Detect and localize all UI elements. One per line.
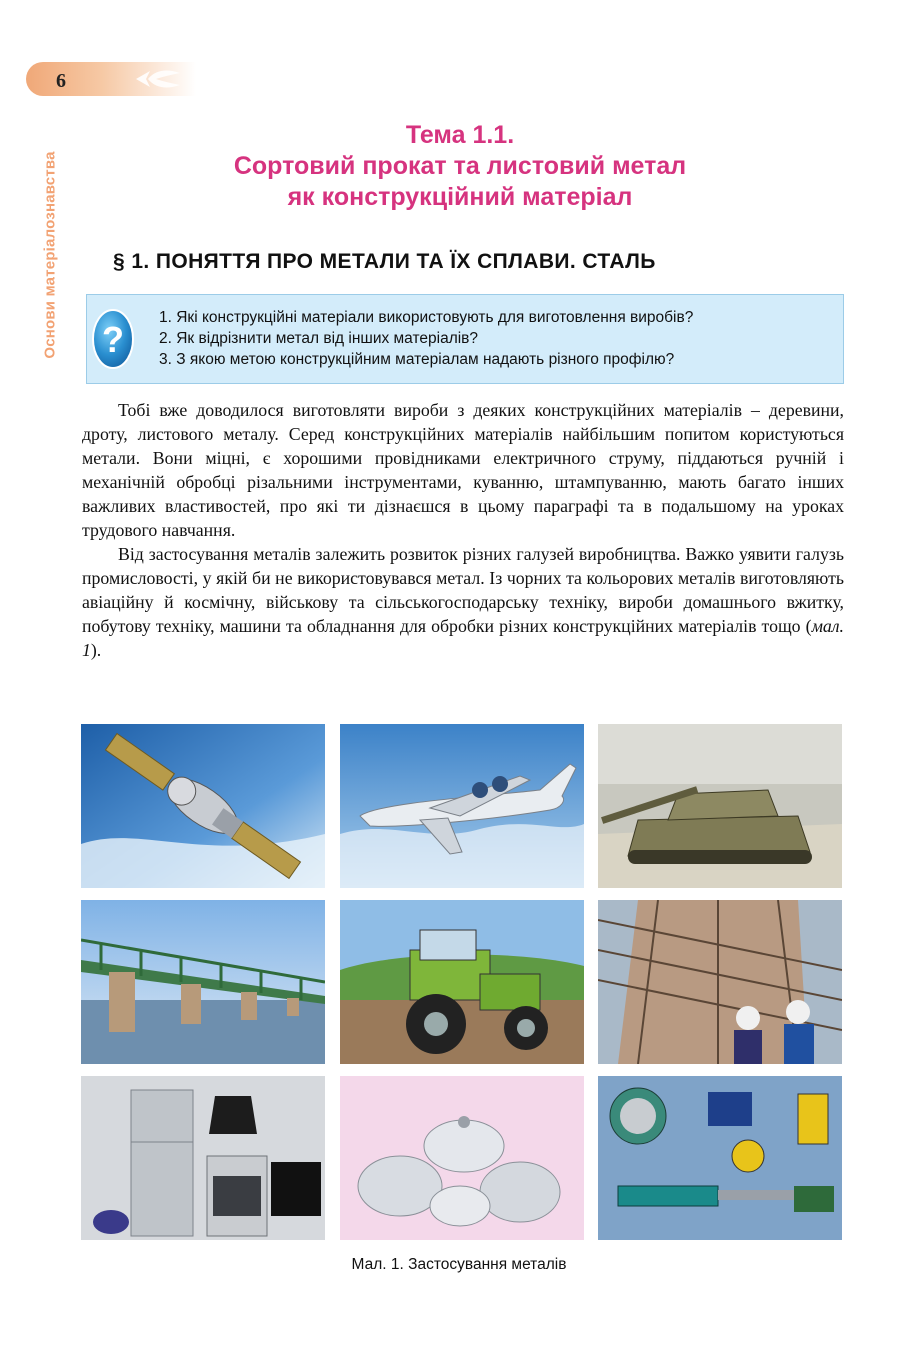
photo-power-tools xyxy=(598,1076,842,1240)
paragraph-1: Тобі вже доводилося виготовляти вироби з деяких конструкційних матеріалів – деревини, дроту, листового металу. Серед конструкційних матеріалів найбільшим попитом користуються метали. Вони міцні, є хорошими провідниками електричного струму, піддаються ручній і механічній обробці різальними інструментами, куванню, штампуванню, мають багато інших важливих властивостей, про які ти дізнаєшся в цьому параграфі та в подальшому на уроках трудового навчання. xyxy=(82,400,844,540)
paragraph-2 xyxy=(82,542,844,662)
side-label-text: Основи матеріалознавства xyxy=(41,151,59,359)
photo-home-appliances xyxy=(81,1076,325,1240)
photo-tank xyxy=(598,724,842,888)
tank-image xyxy=(598,724,842,888)
questions-list xyxy=(159,307,693,370)
question-mark-icon xyxy=(91,307,135,371)
photo-construction-site xyxy=(598,900,842,1064)
theme-title xyxy=(160,120,760,213)
cookware-image xyxy=(340,1076,584,1240)
theme-title-line3: як конструкційний матеріал xyxy=(287,183,633,211)
photo-cookware xyxy=(340,1076,584,1240)
paragraph-2-text: Від застосування металів залежить розвиток різних галузей виробництва. Важко уявити галузь промисловості, у якій би не використовувався метал. Із чорних та кольорових металів виготовляють авіаційну й космічну, військову та сільськогосподарську техніку, вироби домашнього вжитку, побутову техніку, машини та обладнання для обробки різних конструкційних матеріалів тощо ( xyxy=(82,544,844,636)
appliances-image xyxy=(81,1076,325,1240)
photo-steel-bridge xyxy=(81,900,325,1064)
figure-caption: Мал. 1. Застосування металів xyxy=(351,1256,567,1273)
photo-tractor xyxy=(340,900,584,1064)
airplane-image xyxy=(340,724,584,888)
figure-reference: мал. 1 xyxy=(82,616,844,660)
paragraph-2-end: ). xyxy=(90,640,102,660)
photo-spacecraft xyxy=(81,724,325,888)
section-heading: § 1. ПОНЯТТЯ ПРО МЕТАЛИ ТА ЇХ СПЛАВИ. СТАЛЬ xyxy=(113,250,656,273)
construction-image xyxy=(598,900,842,1064)
questions-box xyxy=(86,294,844,384)
svg-text:?: ? xyxy=(102,319,124,360)
tools-image xyxy=(598,1076,842,1240)
page-number-tab xyxy=(26,62,196,96)
photo-cargo-airplane xyxy=(340,724,584,888)
question-item: 2. Як відрізнити метал від інших матеріалів? xyxy=(159,330,479,347)
tractor-image xyxy=(340,900,584,1064)
spacecraft-image xyxy=(81,724,325,888)
question-item: 3. З якою метою конструкційним матеріалам надають різного профілю? xyxy=(159,351,675,368)
theme-title-line1: Тема 1.1. xyxy=(405,121,515,149)
ornament-icon xyxy=(134,67,184,91)
theme-title-line2: Сортовий прокат та листовий метал xyxy=(233,152,687,180)
page-number: 6 xyxy=(56,70,66,92)
body-text xyxy=(82,398,844,662)
bridge-image xyxy=(81,900,325,1064)
question-item: 1. Які конструкційні матеріали використовують для виготовлення виробів? xyxy=(159,309,694,326)
